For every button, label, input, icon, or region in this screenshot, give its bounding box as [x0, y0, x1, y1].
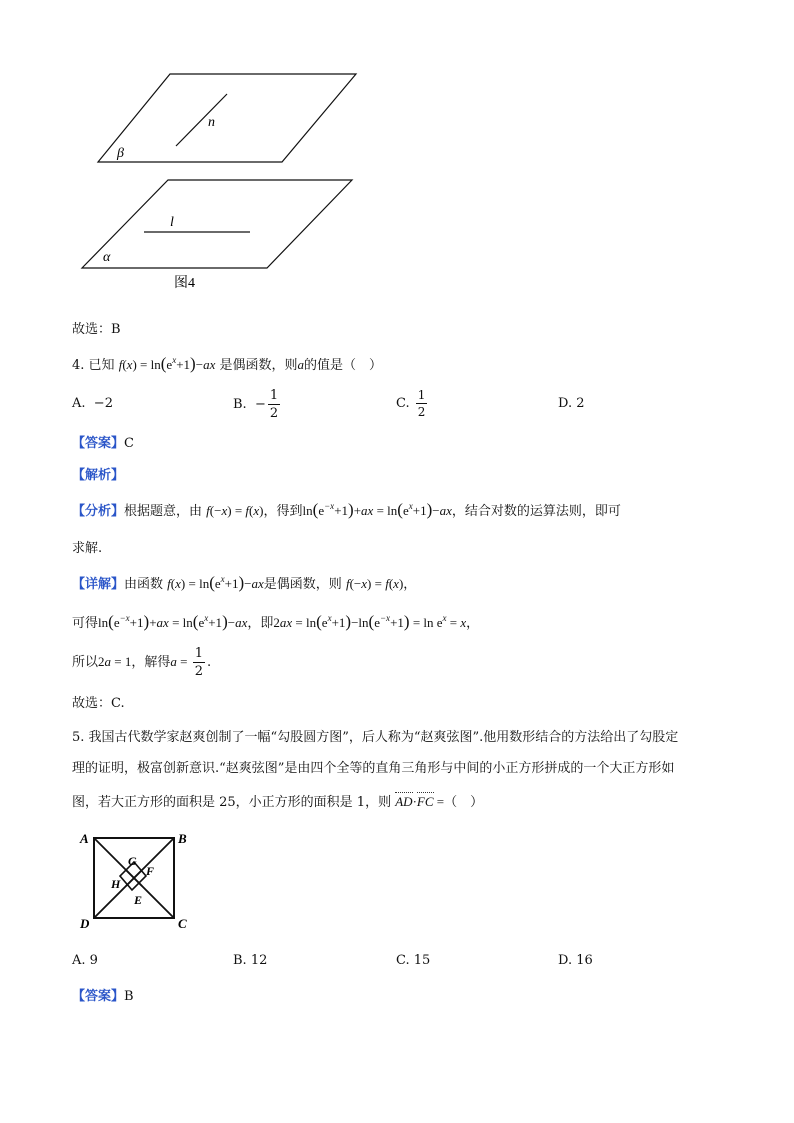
xiangjie-even: f(−x) = f(x)	[345, 576, 404, 591]
figure-4-caption: 图4	[174, 276, 195, 291]
option-letter: B.	[233, 953, 247, 968]
q4-stem-prefix: 已知	[88, 358, 115, 373]
q5-line3	[72, 791, 483, 810]
label-F: F	[146, 864, 155, 878]
xiangjie-text: 是偶函数，则	[263, 577, 342, 592]
option-value: −2	[93, 396, 113, 411]
label-l: l	[170, 215, 174, 230]
q4-fenxi-line2: 求解.	[72, 541, 103, 556]
fenxi-tag: 【分析】	[72, 504, 125, 519]
xiangjie-tag: 【详解】	[72, 577, 125, 592]
q4-analysis-tag	[72, 464, 124, 483]
q4-stem	[72, 354, 382, 374]
q5-option-d	[558, 953, 593, 968]
option-letter: D.	[558, 953, 573, 968]
option-letter: C.	[396, 953, 410, 968]
q5-option-c	[396, 953, 430, 968]
option-value: 16	[576, 953, 593, 968]
label-B: B	[178, 831, 187, 846]
answer-tag: 【答案】	[72, 989, 125, 1004]
derivation-eq1: $\ln(e^{-x}+1)+ax = \ln(e^x+1)-ax$	[98, 612, 248, 631]
q4-stem-suffix: 的值是（ ）	[304, 358, 383, 373]
result-eq: 2a = 1	[98, 654, 132, 669]
option-fraction: $\frac{1}{2}$	[417, 388, 426, 419]
q4-option-a	[72, 396, 113, 411]
xiangjie-text: ，	[403, 577, 417, 592]
q4-xiangjie-line3	[72, 647, 211, 678]
analysis-tag: 【解析】	[72, 468, 125, 483]
fenxi-text: ，得到	[263, 504, 303, 519]
answer-value: B	[124, 989, 134, 1004]
xiangjie-text: ，	[466, 616, 480, 631]
label-E: E	[134, 893, 143, 907]
option-letter: A.	[72, 396, 86, 411]
q4-answer	[72, 432, 134, 451]
option-value: 2	[576, 396, 585, 411]
derivation-eq2: $2ax = \ln(e^x+1)-\ln(e^{-x}+1) = \ln e^x = x$	[273, 612, 467, 631]
q5-answer	[72, 985, 134, 1004]
q4-fenxi-line1	[72, 500, 621, 520]
xiangjie-text: 所以	[72, 655, 99, 670]
line-n	[176, 94, 227, 146]
result-a: a =	[170, 654, 191, 669]
fenxi-equation: $\ln(e^{-x}+1)+ax = \ln(e^x+1)-ax$	[302, 500, 452, 519]
answer-tag: 【答案】	[72, 436, 125, 451]
figure-4-planes	[70, 60, 370, 300]
q3-answer-line: 故选：B	[72, 322, 121, 337]
label-D: D	[80, 916, 90, 931]
q4-stem-middle: 是偶函数，则	[219, 358, 298, 373]
label-n: n	[208, 115, 215, 130]
q4-option-c	[396, 389, 429, 418]
option-value: 12	[250, 953, 268, 968]
q5-option-b	[233, 953, 267, 968]
q5-line2: 理的证明，极富创新意识.“赵爽弦图”是由四个全等的直角三角形与中间的小正方形拼成的一个大正方形如	[72, 761, 675, 776]
plane-alpha	[82, 180, 352, 268]
label-A: A	[80, 831, 89, 846]
label-C: C	[178, 916, 187, 931]
q5-text: （ ）	[444, 795, 484, 810]
result-fraction: $\frac{1}{2}$	[194, 646, 203, 679]
option-letter: A.	[72, 953, 86, 968]
option-letter: D.	[558, 396, 573, 411]
q4-conclusion: 故选：C.	[72, 696, 125, 711]
q5-text: 图，若大正方形的面积是 25，小正方形的面积是 1，则	[72, 795, 392, 810]
label-H: H	[111, 877, 121, 891]
q5-vector-expr: AD·FC =	[395, 794, 445, 809]
xiangjie-text: 由函数	[124, 577, 164, 592]
fenxi-text: ，结合对数的运算法则，即可	[451, 504, 621, 519]
option-sign: −	[254, 397, 266, 412]
q5-option-a	[72, 953, 98, 968]
plane-beta	[98, 74, 356, 162]
label-alpha: α	[103, 250, 111, 265]
xiangjie-text: ，解得	[131, 655, 171, 670]
option-fraction: $\frac{1}{2}$	[269, 388, 279, 421]
q4-xiangjie-line2	[72, 612, 479, 632]
answer-value: C	[124, 436, 134, 451]
option-letter: B.	[233, 397, 247, 412]
xiangjie-text: ，即	[247, 616, 274, 631]
fenxi-text: 根据题意，由	[124, 504, 203, 519]
option-value: 9	[89, 953, 98, 968]
q5-text: 我国古代数学家赵爽创制了一幅“勾股圆方图”，后人称为“赵爽弦图”.他用数形结合的方法给出了勾股定	[88, 730, 679, 745]
q4-option-d	[558, 396, 585, 411]
xiangjie-text: 可得	[72, 616, 99, 631]
q5-number: 5.	[72, 730, 85, 745]
option-letter: C.	[396, 396, 410, 411]
xiangjie-text: .	[207, 655, 212, 670]
label-beta: β	[117, 146, 124, 161]
q5-line1	[72, 726, 678, 745]
q4-number: 4.	[72, 358, 85, 373]
option-value: 15	[413, 953, 431, 968]
zhao-shuang-diagram	[76, 828, 196, 936]
q4-function-def: $f(x) = \ln(e^x+1)-ax$	[118, 354, 216, 373]
q4-xiangjie-line1	[72, 573, 416, 593]
even-condition: f(−x) = f(x)	[206, 503, 264, 518]
q4-option-b	[233, 389, 282, 420]
label-G: G	[128, 854, 137, 868]
q4-stem-var: a	[297, 357, 304, 372]
xiangjie-function: $f(x) = \ln(e^x+1)-ax$	[167, 573, 264, 592]
